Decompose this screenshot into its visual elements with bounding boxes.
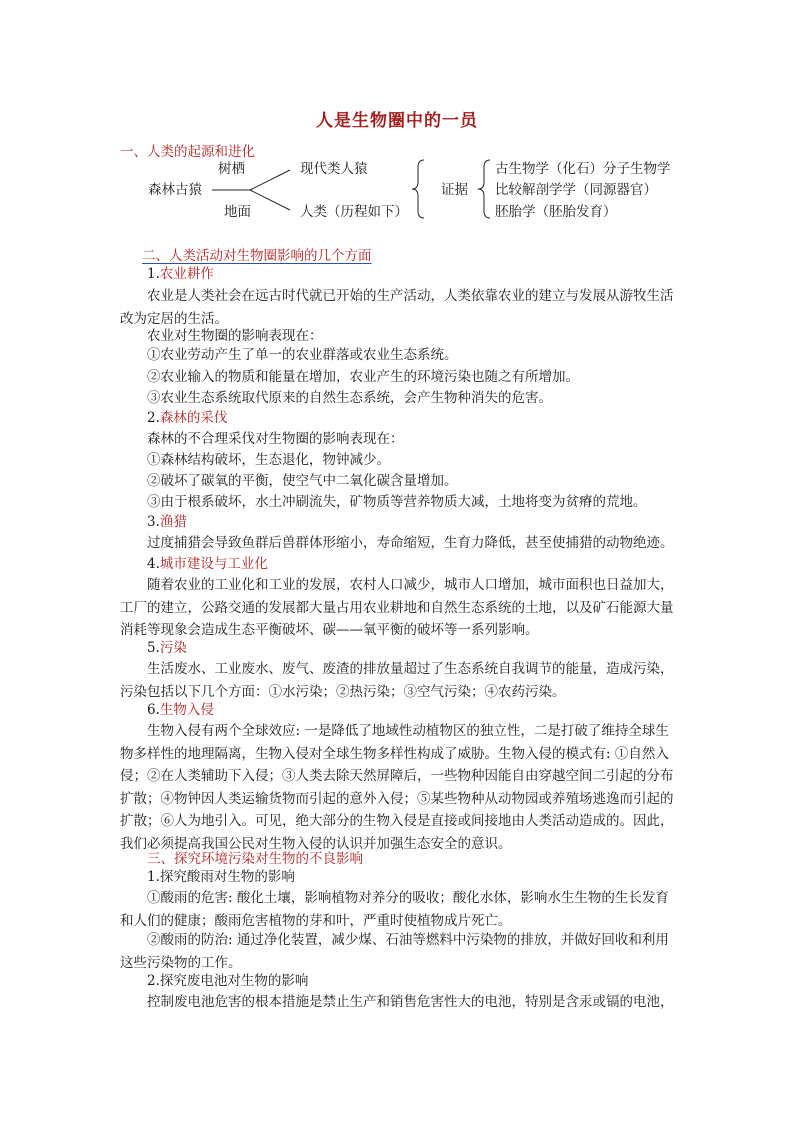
subsection-title: 农业耕作 — [159, 266, 214, 282]
subsection-heading: 1.探究酸雨对生物的影响 — [147, 869, 295, 885]
evidence-label: 证据 — [441, 182, 468, 198]
left-brace — [412, 160, 424, 218]
evidence-item: 古生物学（化石）分子生物学 — [495, 161, 671, 177]
tree-label: 树栖 — [218, 161, 245, 177]
subsection-heading — [147, 263, 214, 286]
list-item: ①森林结构破坏，生态退化，物钟减少。 — [147, 452, 390, 468]
subsection-heading — [147, 407, 227, 430]
paragraph: 控制废电池危害的根本措施是禁止生产和销售危害性大的电池，特别是含汞或镉的电池， — [147, 994, 674, 1010]
paragraph: ①酸雨的危害: 酸化土壤，影响植物对养分的吸收；酸化水体，影响水生生物的生长发育和人们的健康；酸雨危害植物的芽和叶，严重时使植物成片死亡。 — [120, 890, 669, 929]
section-2-heading: 二、人类活动对生物圈影响的几个方面 — [142, 248, 372, 264]
paragraph: ②酸雨的防治: 通过净化装置，减少煤、石油等燃料中污染物的排放，并做好回收和利用这些污染物的工作。 — [120, 932, 669, 971]
paragraph: 农业是人类社会在远古时代就已开始的生产活动，人类依靠农业的建立与发展从游牧生活改为定居的生活。 — [120, 288, 674, 327]
paragraph: 生物入侵有两个全球效应: 一是降低了地域性动植物区的独立性，二是打破了维持全球生物多样性的地理隔离，生物入侵对全球生物多样性构成了威胁。生物入侵的模式有: ①自然入侵；②在人类辅助下入侵；③人类去除天然屏障后，一些物种因能自由穿越空间二引起的分布扩散；④物钟因人类运输货物而引起的意外入侵；⑤某些物种从动物园或养殖场逃逸而引起的扩散；⑥人为地引入。可见，绝大部分的生物入侵是直接或间接地由人类活动造成的。因此，我们必须提高我国公民对生物入侵的认识并加强生态安全的意识。 — [120, 723, 674, 852]
branch-up-line — [250, 170, 290, 190]
list-item: ②农业输入的物质和能量在增加，农业产生的环境污染也随之有所增加。 — [147, 369, 579, 385]
list-item: ③农业生态系统取代原来的自然生态系统，会产生物种消失的危害。 — [147, 390, 552, 406]
subsection-heading — [147, 699, 214, 722]
subsection-number: 6. — [147, 702, 160, 718]
subsection-number: 1. — [147, 266, 160, 282]
subsection-number: 5. — [147, 640, 160, 656]
paragraph: 随着农业的工业化和工业的发展，农村人口减少，城市人口增加，城市面积也日益加大，工厂的建立，公路交通的发展都大量占用农业耕地和自然生态系统的土地，以及矿石能源大量消耗等现象会造成生态平衡破坏、碳——氧平衡的破坏等一系列影响。 — [120, 577, 674, 638]
right-brace — [478, 160, 490, 218]
subsection-title: 污染 — [159, 640, 187, 656]
section-3-heading: 三、探究环境污染对生物的不良影响 — [147, 851, 363, 867]
paragraph: 农业对生物圈的影响表现在： — [147, 328, 323, 344]
list-item: ③由于根系破坏，水土冲刷流失，矿物质等营养物质大减，土地将变为贫瘠的荒地。 — [147, 494, 647, 510]
subsection-title: 城市建设与工业化 — [159, 556, 268, 572]
subsection-title: 渔猎 — [159, 514, 187, 530]
branch-down-line — [250, 190, 290, 210]
page-title: 人是生物圈中的一员 — [316, 111, 478, 131]
branch-bottom-label: 人类（历程如下） — [300, 204, 408, 220]
ground-label: 地面 — [224, 204, 251, 220]
evidence-item: 胚胎学（胚胎发育） — [495, 204, 617, 220]
list-item: ①农业劳动产生了单一的农业群落或农业生态系统。 — [147, 347, 458, 363]
subsection-heading — [147, 553, 268, 576]
branch-top-label: 现代类人猿 — [300, 161, 368, 177]
paragraph: 过度捕猎会导致鱼群后兽群体形缩小，寿命缩短，生育力降低，甚至使捕猎的动物绝迹。 — [147, 535, 674, 551]
subsection-number: 4. — [147, 556, 160, 572]
subsection-heading: 2.探究废电池对生物的影响 — [147, 973, 309, 989]
ancestor-label: 森林古猿 — [148, 182, 202, 198]
subsection-heading — [147, 511, 187, 534]
subsection-number: 2. — [147, 410, 160, 426]
subsection-number: 3. — [147, 514, 160, 530]
paragraph: 森林的不合理采伐对生物圈的影响表现在： — [147, 431, 404, 447]
paragraph: 生活废水、工业废水、废气、废渣的排放量超过了生态系统自我调节的能量，造成污染，污染包括以下几个方面：①水污染；②热污染；③空气污染；④农药污染。 — [120, 661, 674, 700]
subsection-title: 森林的采伐 — [159, 410, 228, 426]
section-1-heading: 一、人类的起源和进化 — [120, 144, 255, 160]
subsection-title: 生物入侵 — [159, 702, 214, 718]
subsection-heading — [147, 637, 187, 660]
list-item: ②破坏了碳氧的平衡，使空气中二氧化碳含量增加。 — [147, 473, 458, 489]
evidence-item: 比较解剖学学（同源器官） — [495, 182, 657, 198]
